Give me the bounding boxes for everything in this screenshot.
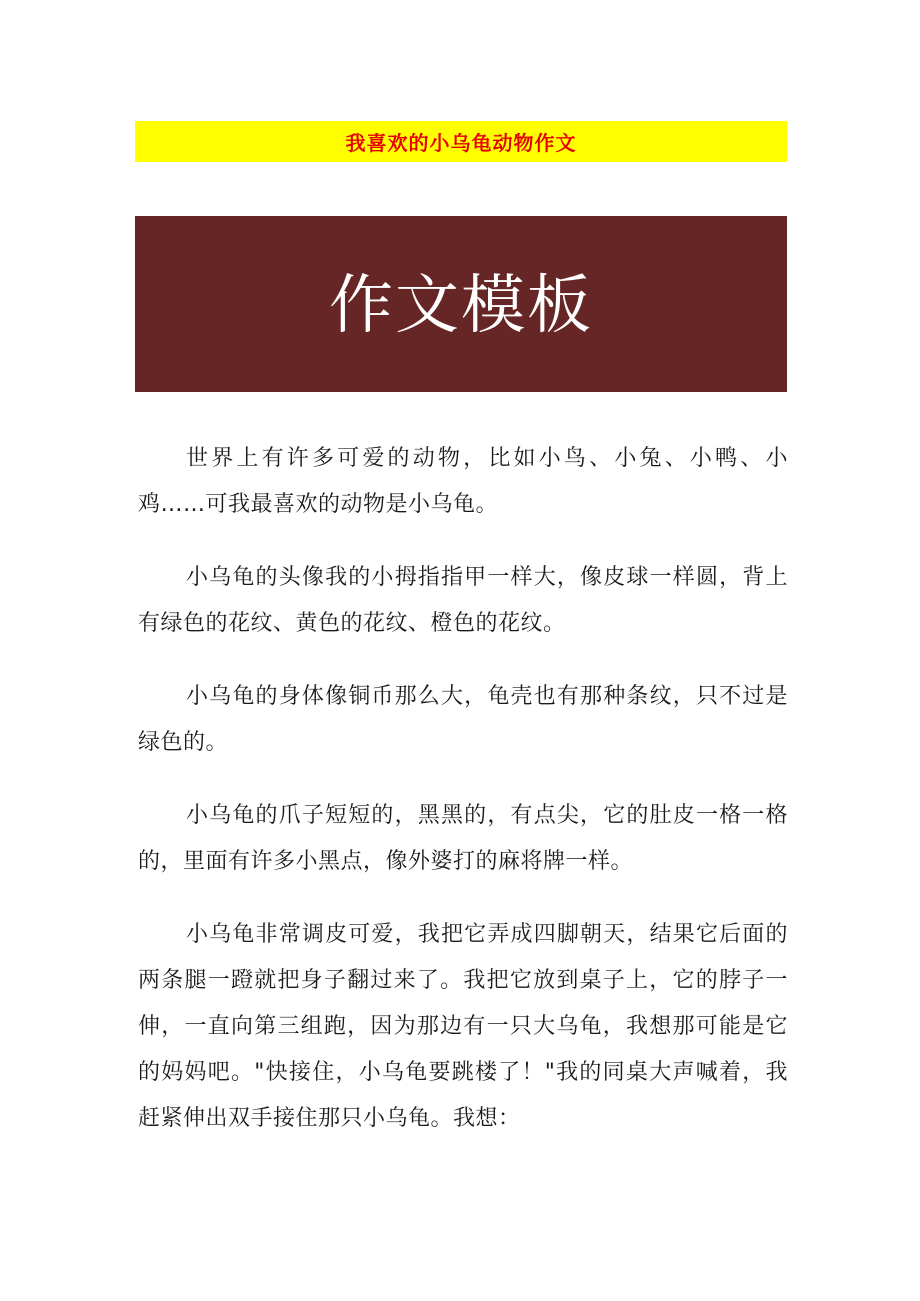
paragraph: 小乌龟的身体像铜币那么大，龟壳也有那种条纹，只不过是绿色的。	[138, 684, 788, 755]
paragraph: 小乌龟的头像我的小拇指指甲一样大，像皮球一样圆，背上有绿色的花纹、黄色的花纹、橙色的花纹。	[138, 565, 788, 636]
title-bar	[135, 121, 787, 162]
document-title: 我喜欢的小乌龟动物作文	[345, 131, 577, 155]
paragraph: 小乌龟非常调皮可爱，我把它弄成四脚朝天，结果它后面的两条腿一蹬就把身子翻过来了。我把它放到桌子上，它的脖子一伸，一直向第三组跑，因为那边有一只大乌龟，我想那可能是它的妈妈吧。"快接住，小乌龟要跳楼了！"我的同桌大声喊着，我赶紧伸出双手接住那只小乌龟。我想：	[138, 922, 788, 1131]
essay-body	[138, 436, 788, 1169]
template-banner	[135, 216, 787, 392]
banner-label: 作文模板	[329, 269, 593, 343]
paragraph: 世界上有许多可爱的动物，比如小鸟、小兔、小鸭、小鸡……可我最喜欢的动物是小乌龟。	[138, 446, 788, 517]
paragraph: 小乌龟的爪子短短的，黑黑的，有点尖，它的肚皮一格一格的，里面有许多小黑点，像外婆打的麻将牌一样。	[138, 803, 788, 874]
